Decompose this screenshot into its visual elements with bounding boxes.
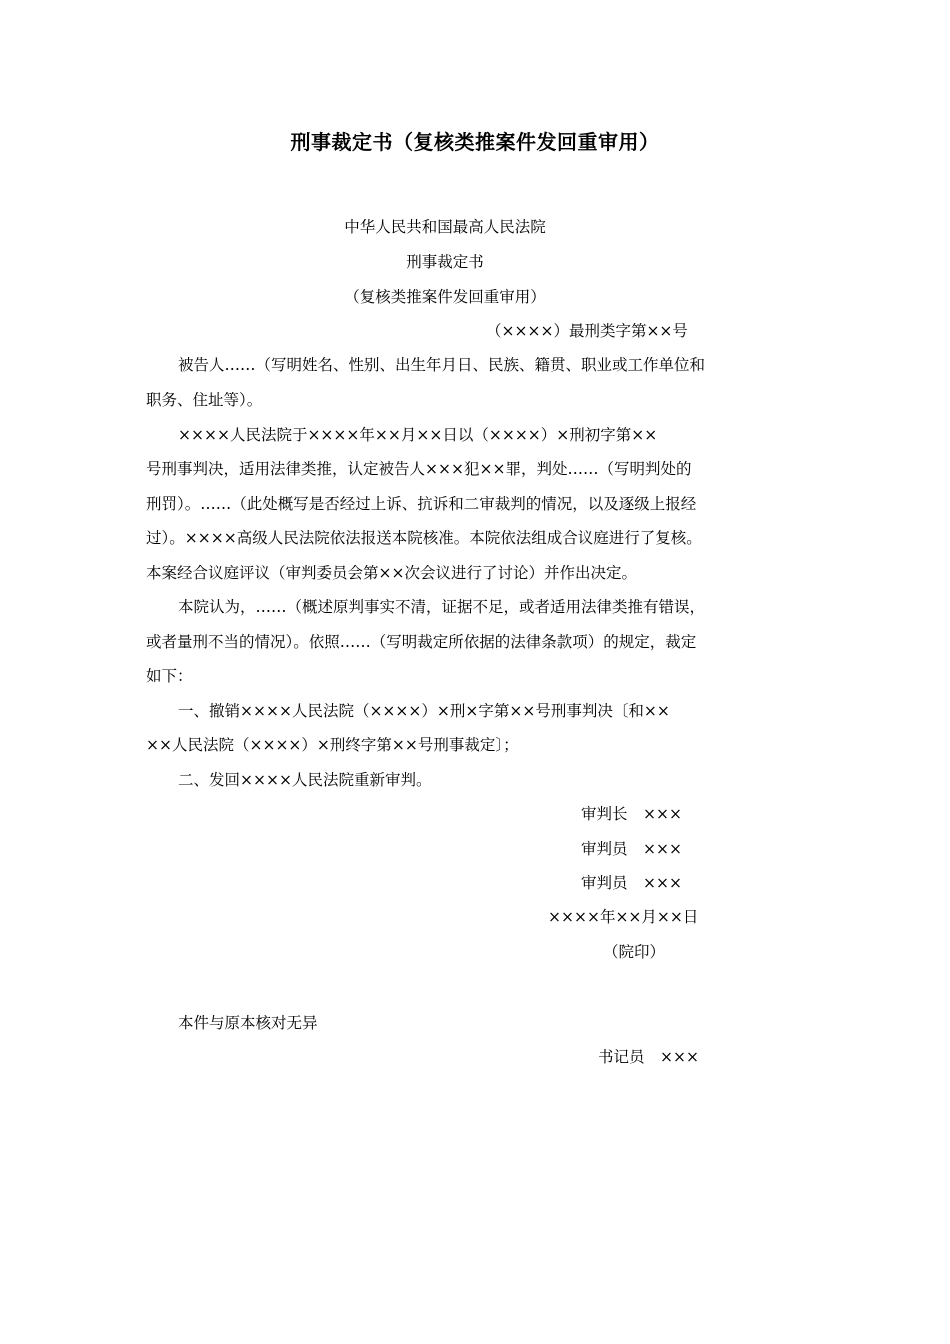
defendant-line-1: 被告人……（写明姓名、性别、出生年月日、民族、籍贯、职业或工作单位和 (178, 356, 706, 374)
document-title: 刑事裁定书（复核类推案件发回重审用） (290, 130, 660, 154)
clerk-signature: 书记员 ××× (598, 1048, 699, 1066)
history-line-2: 号刑事判决，适用法律类推，认定被告人×××犯××罪，判处……（写明判处的 (146, 460, 692, 478)
ruling-2-line-1: 二、发回××××人民法院重新审判。 (178, 771, 432, 789)
ruling-date: ××××年××月××日 (548, 908, 699, 926)
history-line-3: 刑罚）。……（此处概写是否经过上诉、抗诉和二审裁判的情况，以及逐级上报经 (146, 495, 697, 513)
history-line-4: 过）。××××高级人民法院依法报送本院核准。本院依法组成合议庭进行了复核。 (146, 529, 702, 547)
court-name: 中华人民共和国最高人民法院 (344, 218, 546, 236)
history-line-5: 本案经合议庭评议（审判委员会第××次会议进行了讨论）并作出决定。 (146, 564, 637, 582)
judge-2-signature: 审判员 ××× (581, 874, 682, 892)
judge-1-signature: 审判员 ××× (581, 840, 682, 858)
opinion-line-3: 如下： (146, 667, 193, 685)
opinion-line-2: 或者量刑不当的情况）。依照……（写明裁定所依据的法律条款项）的规定，裁定 (146, 633, 697, 651)
presiding-judge-signature: 审判长 ××× (581, 805, 682, 823)
defendant-line-2: 职务、住址等）。 (146, 391, 263, 409)
court-seal: （院印） (603, 943, 666, 961)
verification-note: 本件与原本核对无异 (178, 1014, 318, 1032)
document-type: 刑事裁定书 (406, 253, 484, 271)
ruling-1-line-2: ××人民法院（××××）×刑终字第××号刑事裁定〕； (146, 736, 519, 754)
ruling-1-line-1: 一、撤销××××人民法院（××××）×刑×字第××号刑事判决〔和×× (178, 702, 670, 720)
case-number: （××××）最刑类字第××号 (486, 322, 688, 340)
document-subtitle: （复核类推案件发回重审用） (344, 288, 546, 306)
opinion-line-1: 本院认为，……（概述原判事实不清，证据不足，或者适用法律类推有错误， (178, 598, 706, 616)
history-line-1: ××××人民法院于××××年××月××日以（××××）×刑初字第×× (178, 426, 658, 444)
